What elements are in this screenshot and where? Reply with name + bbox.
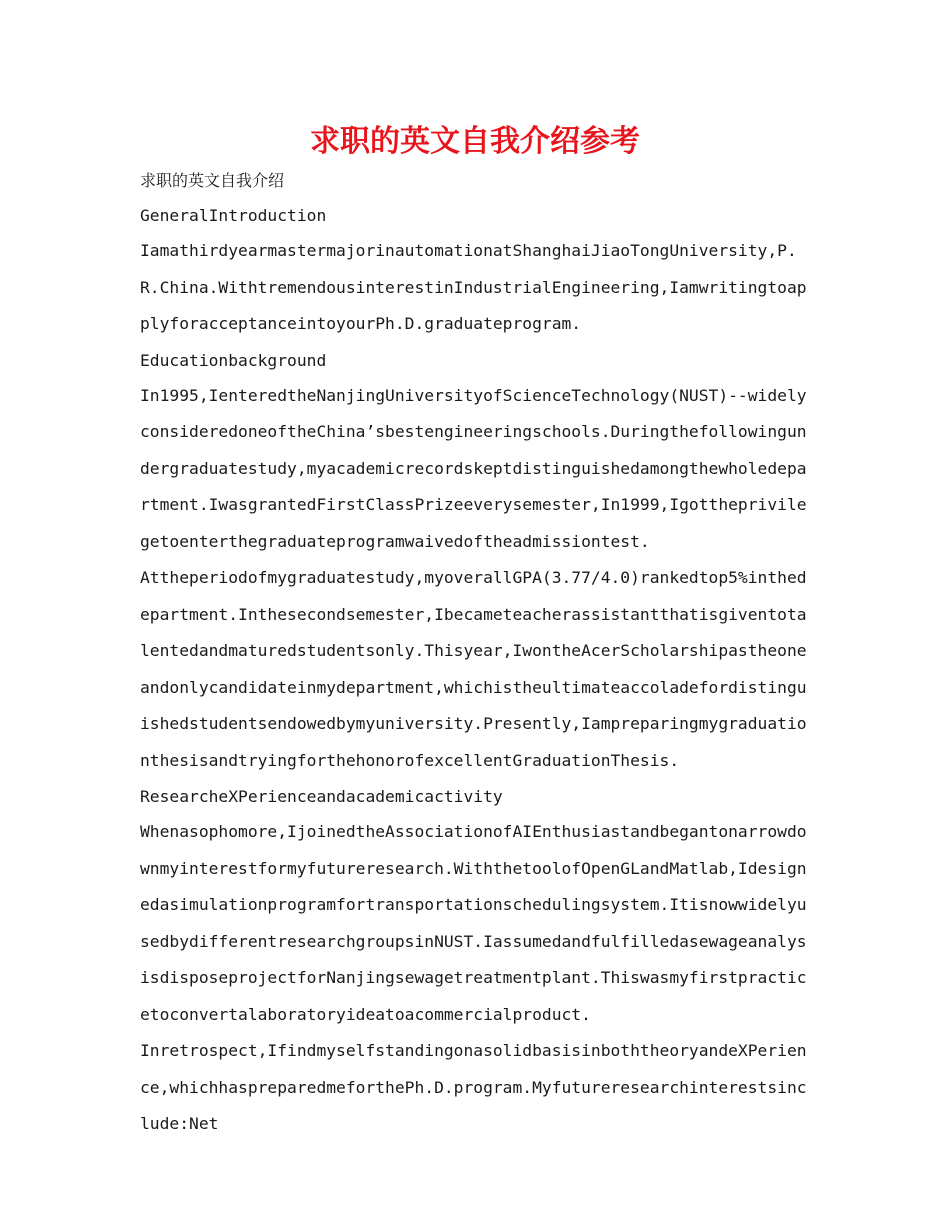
section-heading-education-background: Educationbackground — [140, 350, 327, 370]
paragraph-education-undergraduate: In1995,IenteredtheNanjingUniversityofScienceTechnology(NUST)--widelyconsideredoneoftheChina’sbestengineeringschools.Duringthefollowingundergraduatestudy,myacademicrecordskeptdistinguishedamongthewholedepartment.IwasgrantedFirstClassPrizeeverysemester,In1999,Igottheprivilegetoenterthegraduateprogramwaivedoftheadmissiontest. — [140, 385, 807, 551]
paragraph-research-projects: Whenasophomore,IjoinedtheAssociationofAIEnthusiastandbegantonarrowdownmyinterestformyfutureresearch.WiththetoolofOpenGLandMatlab,Idesignedasimulationprogramfortransportationschedulingsystem.ItisnowwidelyusedbydifferentresearchgroupsinNUST.IassumedandfulfilledasewageanalysisdisposeprojectforNanjingsewagetreatmentplant.Thiswasmyfirstpracticetoconvertalaboratoryideatoacommercialproduct. — [140, 822, 807, 1024]
document-title: 求职的英文自我介绍参考 — [310, 124, 640, 159]
paragraph-education-graduate: Attheperiodofmygraduatestudy,myoverallGPA(3.77/4.0)rankedtop5%inthedepartment.Inthesecondsemester,Ibecameteacherassistantthatisgiventotalentedandmaturedstudentsonly.Thisyear,IwontheAcerScholarshipastheoneandonlycandidateinmydepartment,whichistheultimateaccoladefordistinguishedstudentsendowedbymyuniversity.Presently,IampreparingmygraduationthesisandtryingforthehonorofexcellentGraduationThesis. — [140, 568, 807, 770]
paragraph-research-retrospect: Inretrospect,IfindmyselfstandingonasolidbasisinboththeoryandeXPerience,whichhaspreparedmeforthePh.D.program.Myfutureresearchinterestsinclude:Net — [140, 1041, 807, 1133]
document-subtitle: 求职的英文自我介绍 — [140, 171, 285, 190]
document-body — [140, 163, 812, 1143]
section-heading-general-introduction: GeneralIntroduction — [140, 206, 327, 225]
paragraph-general-introduction: IamathirdyearmastermajorinautomationatShanghaiJiaoTongUniversity,P.R.China.WithtremendousinterestinIndustrialEngineering,IamwritingtoapplyforacceptanceintoyourPh.D.graduateprogram. — [140, 241, 807, 333]
section-heading-research-experience: ResearcheXPerienceandacademicactivity — [140, 787, 503, 806]
